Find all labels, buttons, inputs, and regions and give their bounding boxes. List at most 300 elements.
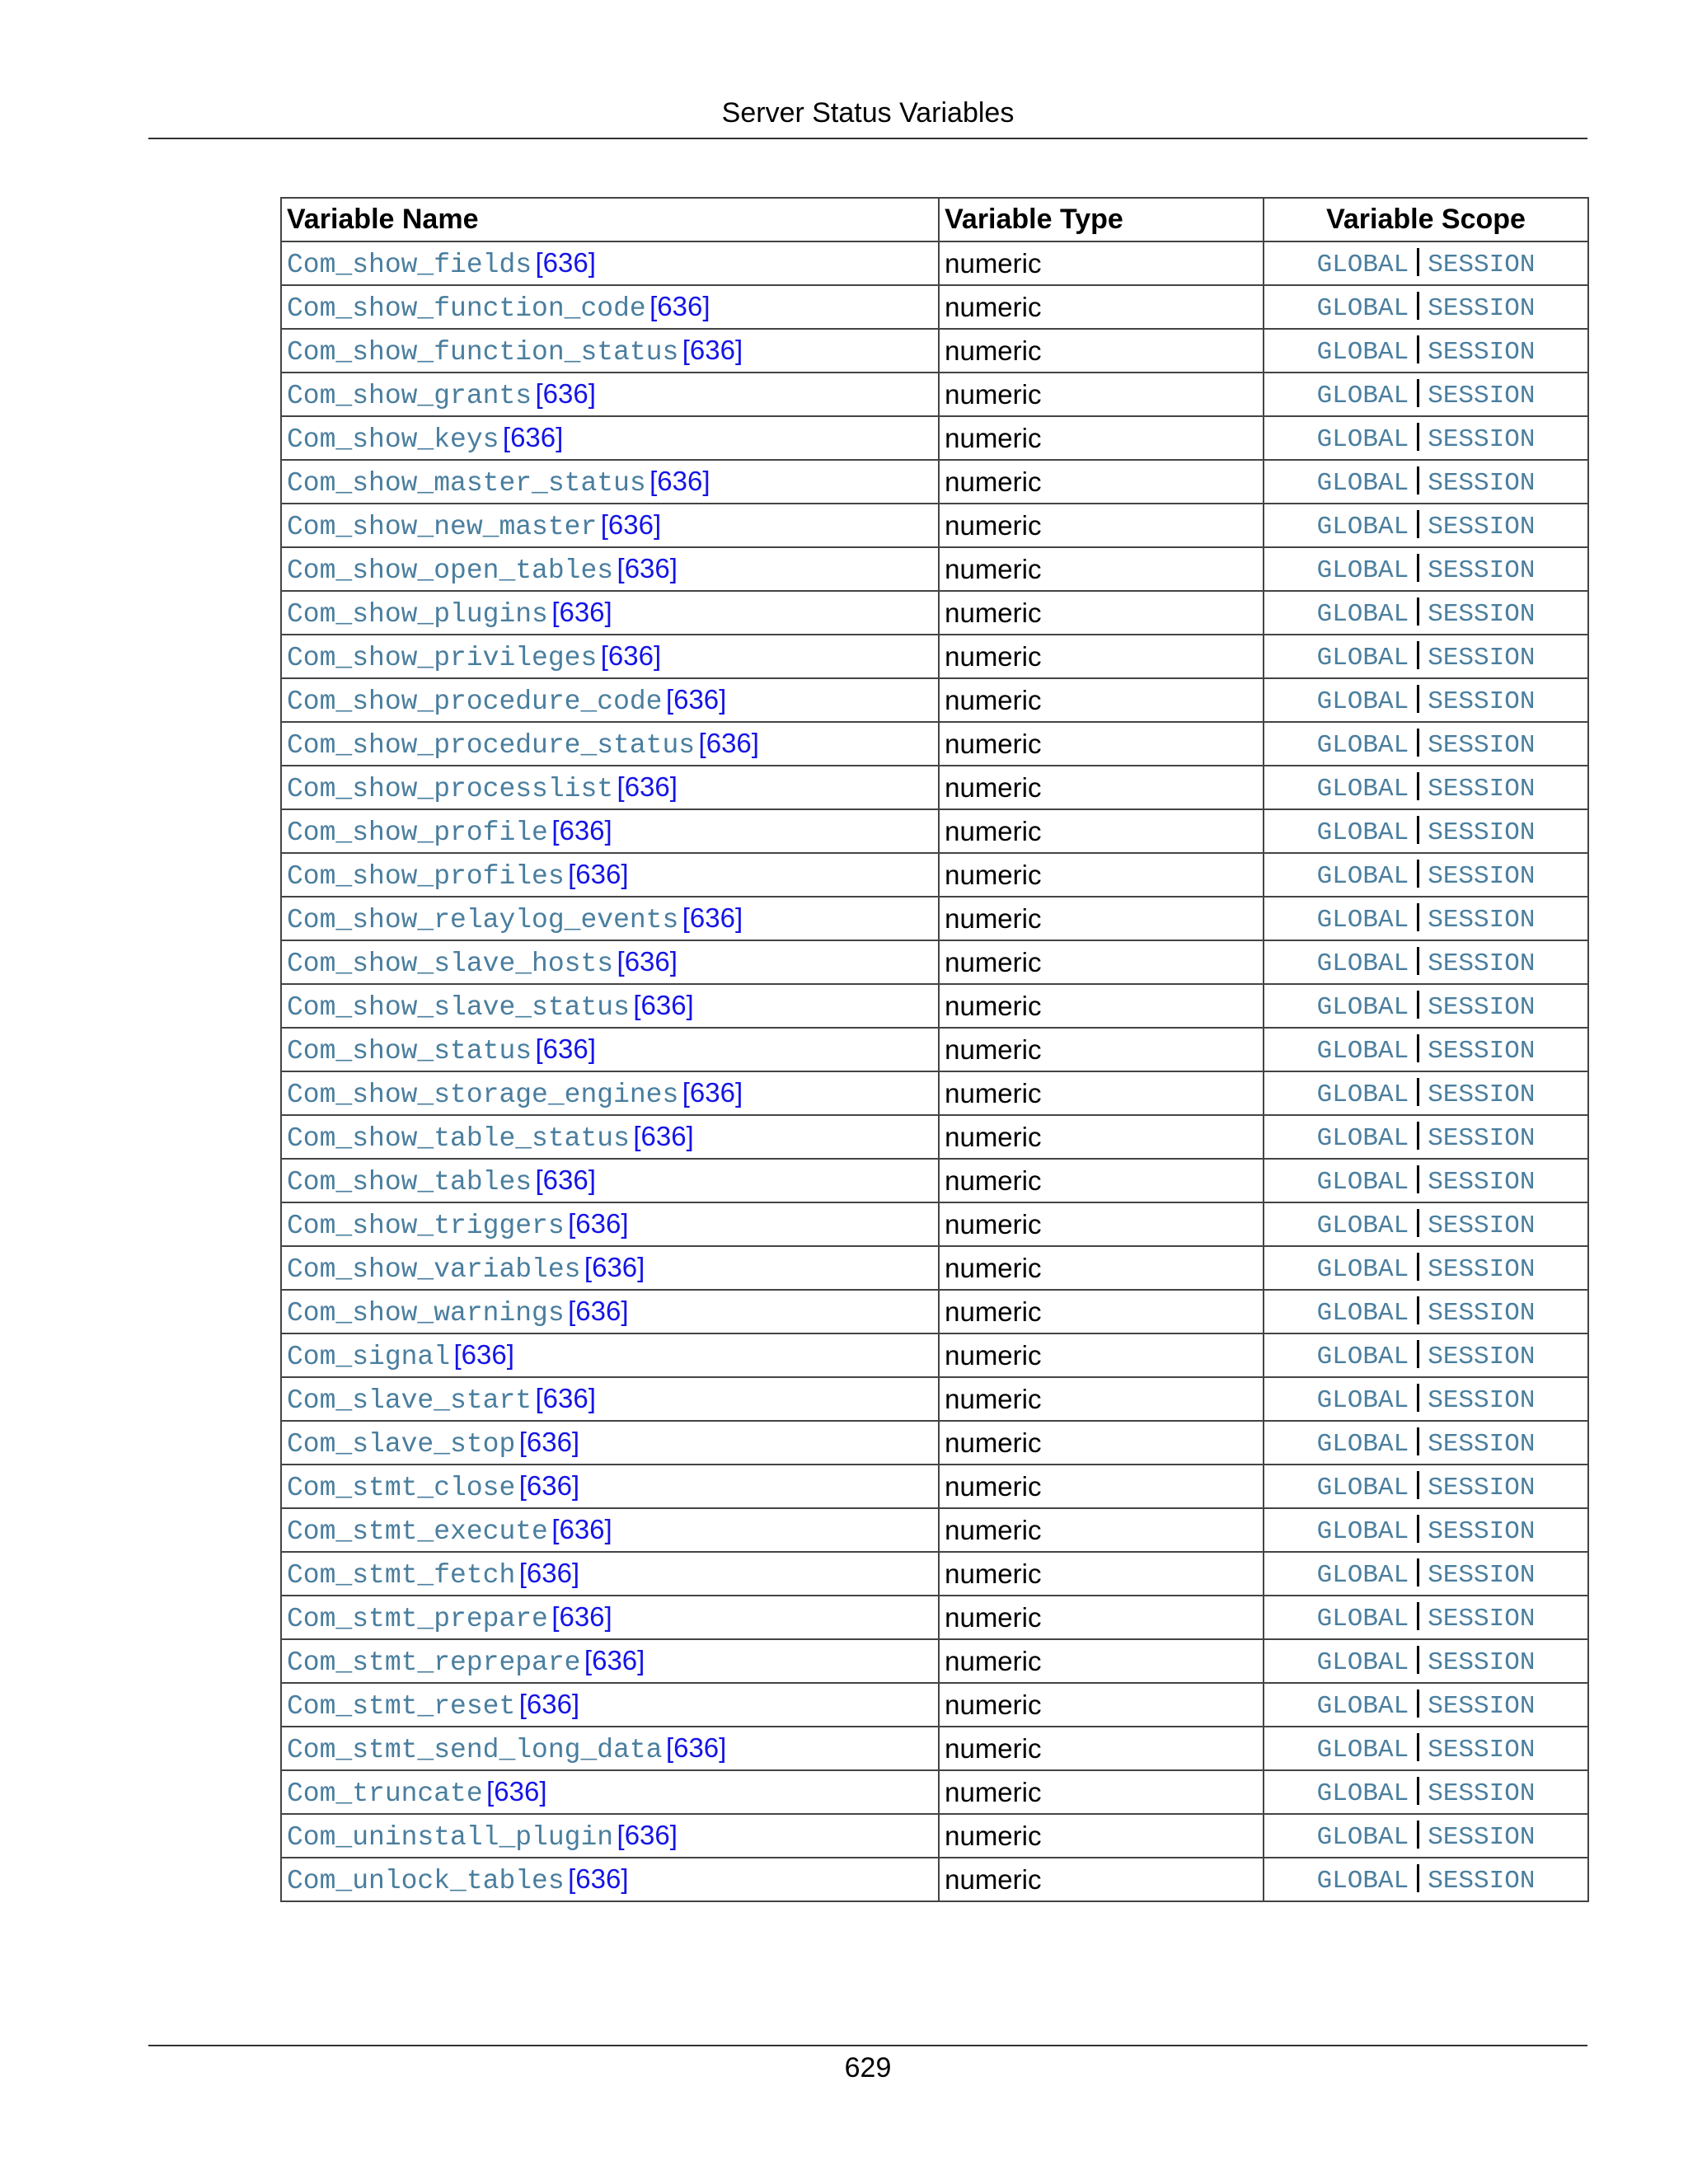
variable-name-cell [281,285,939,329]
variable-name-cell [281,504,939,547]
page-reference-link[interactable]: [636] [600,509,662,540]
variable-type: numeric [945,1820,1042,1851]
scope-global-link[interactable]: GLOBAL [1316,1691,1409,1721]
variable-type: numeric [945,1208,1042,1240]
variable-name-cell [281,1246,939,1290]
scope-global-link[interactable]: GLOBAL [1316,337,1409,367]
page-reference-link[interactable]: [636] [568,1863,629,1894]
variable-name-link[interactable]: Com_show_function_code [287,293,646,324]
variable-scope-cell [1264,809,1588,853]
variable-type-cell [939,1552,1264,1596]
scope-session-link[interactable]: SESSION [1428,1254,1536,1284]
variable-type-cell [939,1071,1264,1115]
scope-session-link[interactable]: SESSION [1428,1385,1536,1415]
scope-session-link[interactable]: SESSION [1428,1560,1536,1590]
scope-global-link[interactable]: GLOBAL [1316,730,1409,760]
scope-separator [1417,466,1419,494]
scope-session-link[interactable]: SESSION [1428,599,1536,629]
variable-type-cell [939,1290,1264,1333]
variable-scope-cell [1264,1333,1588,1377]
scope-session-link[interactable]: SESSION [1428,905,1536,935]
variable-type-cell [939,241,1264,285]
page-reference-link[interactable]: [636] [584,1644,645,1675]
scope-session-link[interactable]: SESSION [1428,1429,1536,1459]
scope-global-link[interactable]: GLOBAL [1316,774,1409,804]
variable-type: numeric [945,771,1042,803]
variable-name-cell [281,547,939,591]
variable-name-cell [281,591,939,635]
variable-scope-cell [1264,1639,1588,1683]
scope-separator [1417,991,1419,1019]
scope-global-link[interactable]: GLOBAL [1316,1254,1409,1284]
page-reference-link[interactable]: [636] [682,1076,743,1108]
scope-global-link[interactable]: GLOBAL [1316,1211,1409,1240]
variable-name-link[interactable]: Com_show_function_status [287,336,679,368]
variable-name-link[interactable]: Com_stmt_prepare [287,1603,548,1634]
variable-scope-cell [1264,285,1588,329]
variable-scope-cell [1264,1028,1588,1071]
variable-scope-cell [1264,241,1588,285]
scope-session-link[interactable]: SESSION [1428,250,1536,279]
page-reference-link[interactable]: [636] [584,1251,645,1282]
scope-session-link[interactable]: SESSION [1428,818,1536,847]
page-reference-link[interactable]: [636] [518,1426,580,1457]
page-reference-link[interactable]: [636] [698,727,759,758]
variable-name-cell [281,897,939,940]
scope-session-link[interactable]: SESSION [1428,1167,1536,1197]
variable-name-link[interactable]: Com_show_new_master [287,511,598,542]
scope-separator [1417,903,1419,931]
scope-separator [1417,1558,1419,1586]
variable-type-cell [939,1246,1264,1290]
scope-session-link[interactable]: SESSION [1428,1036,1536,1066]
scope-global-link[interactable]: GLOBAL [1316,949,1409,978]
page-reference-link[interactable]: [636] [518,1557,580,1588]
scope-separator [1417,1034,1419,1062]
scope-separator [1417,379,1419,407]
page-reference-link[interactable]: [636] [486,1775,547,1807]
scope-separator [1417,1296,1419,1324]
variable-type-cell [939,547,1264,591]
scope-separator [1417,947,1419,975]
scope-global-link[interactable]: GLOBAL [1316,1167,1409,1197]
variable-name-cell [281,241,939,285]
page-reference-link[interactable]: [636] [633,989,694,1020]
variable-scope-cell [1264,1465,1588,1508]
table-row [281,504,1588,547]
scope-separator [1417,292,1419,320]
variable-scope-cell [1264,1814,1588,1858]
variable-type: numeric [945,1427,1042,1458]
column-header-variable-scope: Variable Scope [1264,198,1588,241]
variable-type: numeric [945,553,1042,584]
variable-name-cell [281,984,939,1028]
scope-session-link[interactable]: SESSION [1428,381,1536,410]
scope-session-link[interactable]: SESSION [1428,424,1536,454]
page-reference-link[interactable]: [636] [649,290,710,321]
variable-scope-cell [1264,1246,1588,1290]
variable-type: numeric [945,1645,1042,1676]
scope-session-link[interactable]: SESSION [1428,1866,1536,1896]
variable-name-cell [281,1596,939,1639]
scope-session-link[interactable]: SESSION [1428,1298,1536,1328]
scope-session-link[interactable]: SESSION [1428,1779,1536,1808]
variable-name-cell [281,1814,939,1858]
variable-name-link[interactable]: Com_uninstall_plugin [287,1821,614,1853]
table-row [281,1290,1588,1333]
variable-scope-cell [1264,1596,1588,1639]
table-row [281,285,1588,329]
page-reference-link[interactable]: [636] [535,1033,596,1064]
scope-session-link[interactable]: SESSION [1428,555,1536,585]
variable-type-cell [939,591,1264,635]
page-reference-link[interactable]: [636] [551,596,612,627]
page-reference-link[interactable]: [636] [682,902,743,933]
page-reference-link[interactable]: [636] [568,1207,629,1239]
scope-separator [1417,598,1419,626]
page-reference-link[interactable]: [636] [535,377,596,409]
scope-session-link[interactable]: SESSION [1428,643,1536,673]
table-row [281,809,1588,853]
scope-separator [1417,1427,1419,1455]
variable-type: numeric [945,815,1042,846]
variable-type-cell [939,678,1264,722]
column-header-variable-type: Variable Type [939,198,1264,241]
table-row [281,329,1588,373]
variable-type: numeric [945,509,1042,541]
variable-name-link[interactable]: Com_stmt_execute [287,1516,548,1547]
variable-name-link[interactable]: Com_show_slave_hosts [287,948,614,979]
scope-global-link[interactable]: GLOBAL [1316,818,1409,847]
variable-name-link[interactable]: Com_slave_start [287,1385,532,1416]
scope-global-link[interactable]: GLOBAL [1316,992,1409,1022]
table-row [281,460,1588,504]
scope-global-link[interactable]: GLOBAL [1316,512,1409,541]
scope-separator [1417,1122,1419,1150]
variable-name-link[interactable]: Com_show_profiles [287,860,565,892]
table-row [281,940,1588,984]
scope-session-link[interactable]: SESSION [1428,1822,1536,1852]
scope-separator [1417,860,1419,888]
scope-separator [1417,1384,1419,1412]
scope-session-link[interactable]: SESSION [1428,774,1536,804]
scope-session-link[interactable]: SESSION [1428,293,1536,323]
scope-global-link[interactable]: GLOBAL [1316,1473,1409,1502]
table-row [281,591,1588,635]
scope-separator [1417,423,1419,451]
table-row [281,1814,1588,1858]
variable-name-link[interactable]: Com_show_warnings [287,1297,565,1329]
page-reference-link[interactable]: [636] [682,334,743,365]
variable-scope-cell [1264,547,1588,591]
variable-name-link[interactable]: Com_stmt_fetch [287,1559,516,1591]
page-reference-link[interactable]: [636] [535,1164,596,1195]
variable-name-cell [281,1465,939,1508]
page-reference-link[interactable]: [636] [551,1601,612,1632]
scope-global-link[interactable]: GLOBAL [1316,1516,1409,1546]
variable-name-cell [281,1683,939,1727]
variable-name-cell [281,1858,939,1901]
table-row [281,1377,1588,1421]
variable-name-link[interactable]: Com_show_procedure_code [287,686,663,717]
scope-global-link[interactable]: GLOBAL [1316,643,1409,673]
table-row [281,1508,1588,1552]
page-reference-link[interactable]: [636] [617,771,678,802]
scope-session-link[interactable]: SESSION [1428,468,1536,498]
column-header-variable-name: Variable Name [281,198,939,241]
variable-type: numeric [945,1296,1042,1327]
scope-global-link[interactable]: GLOBAL [1316,687,1409,716]
variable-scope-cell [1264,1770,1588,1814]
page-reference-link[interactable]: [636] [518,1688,580,1719]
page-reference-link[interactable]: [636] [453,1338,514,1370]
scope-separator [1417,1777,1419,1805]
variable-type: numeric [945,684,1042,715]
page-reference-link[interactable]: [636] [649,465,710,496]
scope-session-link[interactable]: SESSION [1428,1342,1536,1371]
variable-type: numeric [945,1514,1042,1545]
variable-scope-cell [1264,1552,1588,1596]
scope-session-link[interactable]: SESSION [1428,1516,1536,1546]
variable-name-cell [281,1727,939,1770]
page-reference-link[interactable]: [636] [518,1469,580,1501]
variable-scope-cell [1264,678,1588,722]
variable-type: numeric [945,1732,1042,1764]
scope-session-link[interactable]: SESSION [1428,1123,1536,1153]
scope-global-link[interactable]: GLOBAL [1316,1735,1409,1765]
table-row [281,766,1588,809]
variable-type: numeric [945,378,1042,410]
variable-name-link[interactable]: Com_show_variables [287,1254,581,1285]
variable-scope-cell [1264,984,1588,1028]
variable-scope-cell [1264,1858,1588,1901]
variable-name-link[interactable]: Com_show_profile [287,817,548,848]
scope-session-link[interactable]: SESSION [1428,512,1536,541]
variable-name-cell [281,416,939,460]
variable-name-link[interactable]: Com_slave_stop [287,1428,516,1460]
scope-session-link[interactable]: SESSION [1428,1691,1536,1721]
page-reference-link[interactable]: [636] [535,246,596,278]
page-reference-link[interactable]: [636] [665,683,727,715]
table-row [281,1596,1588,1639]
variable-scope-cell [1264,1727,1588,1770]
scope-session-link[interactable]: SESSION [1428,861,1536,891]
scope-global-link[interactable]: GLOBAL [1316,250,1409,279]
variable-name-cell [281,1290,939,1333]
scope-global-link[interactable]: GLOBAL [1316,468,1409,498]
scope-global-link[interactable]: GLOBAL [1316,381,1409,410]
table-row [281,1639,1588,1683]
variable-type-cell [939,460,1264,504]
variable-scope-cell [1264,591,1588,635]
variable-name-link[interactable]: Com_show_grants [287,380,532,411]
variable-name-link[interactable]: Com_show_fields [287,249,532,280]
variable-name-cell [281,1552,939,1596]
scope-session-link[interactable]: SESSION [1428,730,1536,760]
variable-name-cell [281,678,939,722]
scope-separator [1417,641,1419,669]
variable-type: numeric [945,1689,1042,1720]
page-reference-link[interactable]: [636] [665,1732,727,1763]
variable-type-cell [939,1683,1264,1727]
variable-name-link[interactable]: Com_show_relaylog_events [287,904,679,935]
variable-type: numeric [945,728,1042,759]
table-row [281,1552,1588,1596]
variable-type: numeric [945,1470,1042,1502]
variable-name-link[interactable]: Com_show_open_tables [287,555,614,586]
scope-global-link[interactable]: GLOBAL [1316,1080,1409,1109]
table-row [281,722,1588,766]
table-header-row [281,198,1588,241]
scope-global-link[interactable]: GLOBAL [1316,1429,1409,1459]
variable-name-link[interactable]: Com_signal [287,1341,451,1372]
variable-name-link[interactable]: Com_show_processlist [287,773,614,804]
variable-name-link[interactable]: Com_stmt_close [287,1472,516,1503]
scope-global-link[interactable]: GLOBAL [1316,1647,1409,1677]
scope-separator [1417,1340,1419,1368]
scope-global-link[interactable]: GLOBAL [1316,861,1409,891]
scope-global-link[interactable]: GLOBAL [1316,1123,1409,1153]
scope-session-link[interactable]: SESSION [1428,1473,1536,1502]
variable-name-cell [281,1115,939,1159]
variable-name-link[interactable]: Com_show_procedure_status [287,729,696,761]
scope-global-link[interactable]: GLOBAL [1316,1866,1409,1896]
scope-session-link[interactable]: SESSION [1428,687,1536,716]
page-reference-link[interactable]: [636] [617,552,678,583]
page-reference-link[interactable]: [636] [600,640,662,671]
scope-global-link[interactable]: GLOBAL [1316,905,1409,935]
scope-global-link[interactable]: GLOBAL [1316,1604,1409,1633]
variable-type-cell [939,285,1264,329]
variable-name-cell [281,460,939,504]
header-divider [148,138,1587,139]
scope-separator [1417,554,1419,582]
scope-global-link[interactable]: GLOBAL [1316,424,1409,454]
variable-name-link[interactable]: Com_stmt_reprepare [287,1647,581,1678]
page-reference-link[interactable]: [636] [535,1382,596,1413]
scope-session-link[interactable]: SESSION [1428,337,1536,367]
variable-name-cell [281,722,939,766]
table-row [281,1421,1588,1465]
variable-type-cell [939,766,1264,809]
variable-name-link[interactable]: Com_stmt_reset [287,1690,516,1722]
variable-type-cell [939,1421,1264,1465]
page-reference-link[interactable]: [636] [568,1295,629,1326]
variable-type-cell [939,1333,1264,1377]
variable-type-cell [939,416,1264,460]
variable-scope-cell [1264,853,1588,897]
page-header-title: Server Status Variables [721,97,1015,129]
variable-type-cell [939,984,1264,1028]
scope-separator [1417,1821,1419,1849]
page-reference-link[interactable]: [636] [551,814,612,846]
variable-type: numeric [945,1339,1042,1371]
variable-name-link[interactable]: Com_show_slave_status [287,991,630,1023]
scope-global-link[interactable]: GLOBAL [1316,1298,1409,1328]
scope-global-link[interactable]: GLOBAL [1316,1342,1409,1371]
scope-global-link[interactable]: GLOBAL [1316,1779,1409,1808]
scope-global-link[interactable]: GLOBAL [1316,1822,1409,1852]
variable-name-cell [281,766,939,809]
variable-type-cell [939,1159,1264,1202]
page-reference-link[interactable]: [636] [617,945,678,977]
variable-scope-cell [1264,329,1588,373]
scope-separator [1417,248,1419,276]
scope-global-link[interactable]: GLOBAL [1316,599,1409,629]
variable-type-cell [939,722,1264,766]
scope-global-link[interactable]: GLOBAL [1316,555,1409,585]
variable-type: numeric [945,335,1042,366]
scope-global-link[interactable]: GLOBAL [1316,1560,1409,1590]
variable-scope-cell [1264,722,1588,766]
page-reference-link[interactable]: [636] [551,1513,612,1544]
variable-name-link[interactable]: Com_show_table_status [287,1122,630,1154]
scope-session-link[interactable]: SESSION [1428,992,1536,1022]
variable-type-cell [939,1770,1264,1814]
page-reference-link[interactable]: [636] [502,421,564,452]
variable-scope-cell [1264,504,1588,547]
page-reference-link[interactable]: [636] [633,1120,694,1151]
variable-type: numeric [945,466,1042,497]
scope-session-link[interactable]: SESSION [1428,949,1536,978]
variable-name-link[interactable]: Com_truncate [287,1778,483,1809]
table-row [281,1683,1588,1727]
variable-name-link[interactable]: Com_show_status [287,1035,532,1066]
variable-scope-cell [1264,1508,1588,1552]
scope-session-link[interactable]: SESSION [1428,1211,1536,1240]
variable-scope-cell [1264,1421,1588,1465]
variable-type-cell [939,940,1264,984]
scope-session-link[interactable]: SESSION [1428,1647,1536,1677]
variable-name-link[interactable]: Com_show_privileges [287,642,598,673]
table-row [281,678,1588,722]
variable-name-link[interactable]: Com_show_tables [287,1166,532,1197]
variable-name-link[interactable]: Com_show_plugins [287,598,548,630]
variable-scope-cell [1264,1377,1588,1421]
variable-name-link[interactable]: Com_stmt_send_long_data [287,1734,663,1765]
variable-name-link[interactable]: Com_show_keys [287,424,499,455]
variable-type: numeric [945,597,1042,628]
variable-scope-cell [1264,897,1588,940]
table-row [281,1115,1588,1159]
variable-type: numeric [945,1077,1042,1108]
variable-name-link[interactable]: Com_show_master_status [287,467,646,499]
scope-separator [1417,1864,1419,1892]
page-reference-link[interactable]: [636] [568,858,629,889]
variable-scope-cell [1264,1159,1588,1202]
variable-type: numeric [945,1165,1042,1196]
variable-type: numeric [945,859,1042,890]
variable-scope-cell [1264,373,1588,416]
scope-separator [1417,510,1419,538]
scope-session-link[interactable]: SESSION [1428,1080,1536,1109]
variable-name-link[interactable]: Com_show_triggers [287,1210,565,1241]
variable-type: numeric [945,1121,1042,1152]
scope-session-link[interactable]: SESSION [1428,1604,1536,1633]
variable-name-link[interactable]: Com_unlock_tables [287,1865,565,1896]
variable-scope-cell [1264,1683,1588,1727]
scope-global-link[interactable]: GLOBAL [1316,293,1409,323]
variable-type: numeric [945,1776,1042,1807]
scope-global-link[interactable]: GLOBAL [1316,1036,1409,1066]
page-reference-link[interactable]: [636] [617,1819,678,1850]
variable-type-cell [939,1465,1264,1508]
variable-scope-cell [1264,1115,1588,1159]
variable-name-link[interactable]: Com_show_storage_engines [287,1079,679,1110]
scope-global-link[interactable]: GLOBAL [1316,1385,1409,1415]
scope-separator [1417,729,1419,757]
scope-session-link[interactable]: SESSION [1428,1735,1536,1765]
